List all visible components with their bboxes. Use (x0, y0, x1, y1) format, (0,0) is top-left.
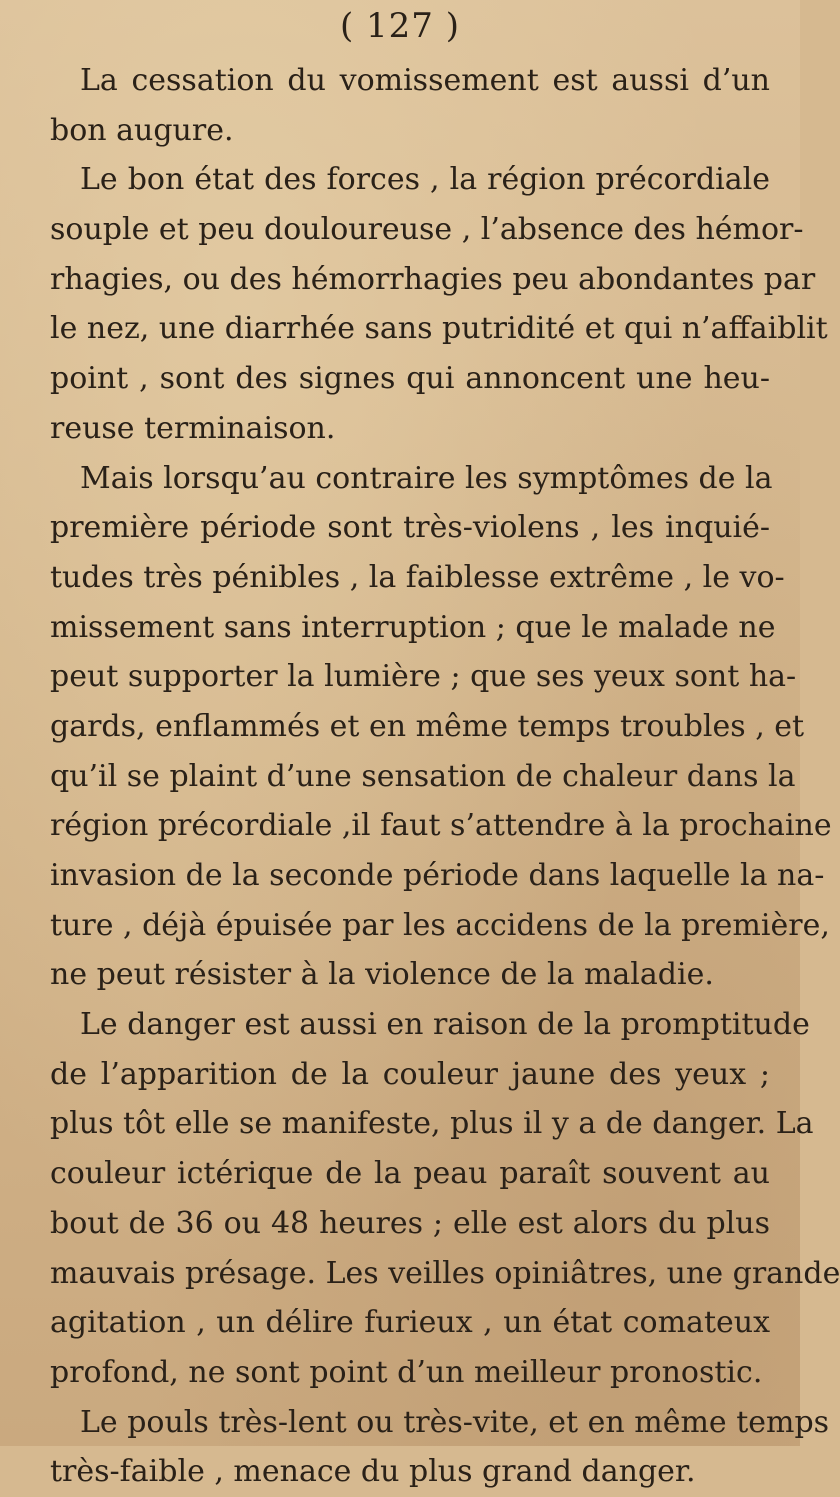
text-line: Le pouls très-lent ou très-vite, et en même temps (80, 1404, 830, 1440)
text-line: Le bon état des forces , la région précordiale (80, 162, 770, 198)
text-line: invasion de la seconde période dans laquelle la na- (50, 858, 825, 893)
text-line: le nez, une diarrhée sans putridité et qui n’affaiblit (50, 311, 828, 347)
text-line: première période sont très-violens , les inquié- (50, 510, 770, 546)
text-line: de l’apparition de la couleur jaune des yeux ; (50, 1056, 770, 1092)
text-line: Mais lorsqu’au contraire les symptômes de la (80, 460, 773, 496)
body-text (50, 56, 840, 1497)
text-line: La cessation du vomissement est aussi d’un (80, 63, 770, 98)
text-line: qu’il se plaint d’une sensation de chaleur dans la (50, 758, 796, 794)
text-line: rhagies, ou des hémorrhagies peu abondantes par (50, 261, 816, 297)
text-line: ne peut résister à la violence de la maladie. (50, 957, 714, 993)
text-line: couleur ictérique de la peau paraît souvent au (50, 1156, 770, 1192)
text-line: peut supporter la lumière ; que ses yeux sont ha- (50, 659, 797, 695)
text-line: profond, ne sont point d’un meilleur pronostic. (50, 1354, 763, 1390)
text-line: région précordiale ,il faut s’attendre à la prochaine (50, 808, 832, 844)
text-line: bon augure. (50, 112, 234, 148)
text-line: très-faible , menace du plus grand danger. (50, 1454, 696, 1490)
text-line: reuse terminaison. (50, 410, 336, 446)
text-line: ture , déjà épuisée par les accidens de la première, (50, 907, 830, 943)
text-line: missement sans interruption ; que le malade ne (50, 609, 776, 645)
text-line: plus tôt elle se manifeste, plus il y a de danger. La (50, 1106, 814, 1142)
text-line: bout de 36 ou 48 heures ; elle est alors du plus (50, 1205, 770, 1241)
text-line: Le danger est aussi en raison de la promptitude (80, 1007, 810, 1043)
page-number: ( 127 ) (339, 6, 461, 46)
text-line: gards, enflammés et en même temps troubles , et (50, 708, 805, 744)
text-line: point , sont des signes qui annoncent une heu- (50, 361, 770, 397)
text-line: souple et peu douloureuse , l’absence des hémor- (50, 212, 804, 248)
text-line: mauvais présage. Les veilles opiniâtres, une grande (50, 1255, 840, 1291)
text-line: tudes très pénibles , la faiblesse extrême , le vo- (50, 559, 785, 595)
text-line: agitation , un délire furieux , un état comateux (50, 1305, 770, 1341)
